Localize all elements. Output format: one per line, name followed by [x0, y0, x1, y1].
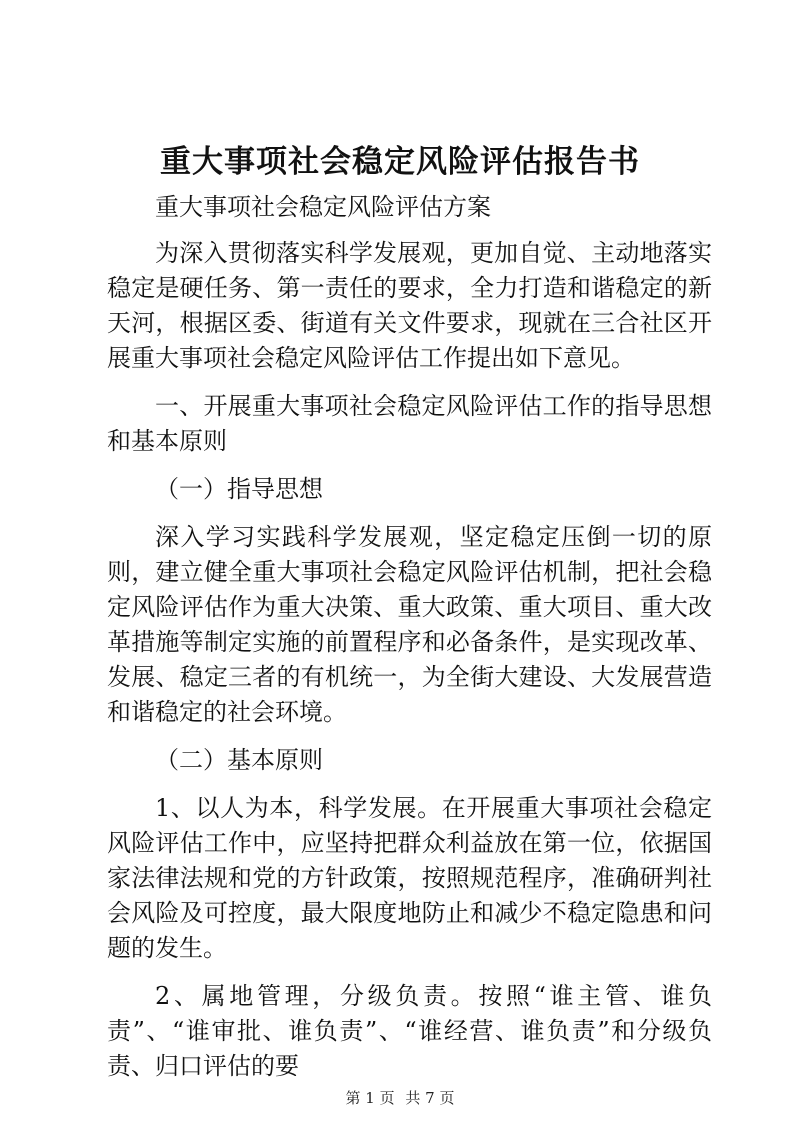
principle-paragraph-2: 2、属地管理，分级负责。按照“谁主管、谁负责”、“谁审批、谁负责”、“谁经营、谁负责”和分级负责、归口评估的要	[107, 982, 712, 1080]
intro-paragraph: 为深入贯彻落实科学发展观，更加自觉、主动地落实稳定是硬任务、第一责任的要求，全力打造和谐稳定的新天河，根据区委、街道有关文件要求，现就在三合社区开展重大事项社会稳定风险评估工作提出如下意见。	[107, 239, 712, 372]
document-body	[107, 190, 712, 1084]
page-total: 共 7 页	[405, 1089, 455, 1107]
subsection-heading-guiding-thought: （一）指导思想	[155, 475, 323, 503]
principle-paragraph-1: 1、以人为本，科学发展。在开展重大事项社会稳定风险评估工作中，应坚持把群众利益放在第一位，依据国家法律法规和党的方针政策，按照规范程序，准确研判社会风险及可控度，最大限度地防止和减少不稳定隐患和问题的发生。	[107, 794, 712, 962]
subsection-heading-basic-principles: （二）基本原则	[155, 746, 323, 774]
section-heading-1: 一、开展重大事项社会稳定风险评估工作的指导思想和基本原则	[107, 392, 712, 455]
subtitle-paragraph: 重大事项社会稳定风险评估方案	[155, 193, 491, 221]
page-footer	[0, 1088, 800, 1108]
document-title: 重大事项社会稳定风险评估报告书	[160, 144, 640, 180]
page-number: 第 1 页	[345, 1089, 395, 1107]
guiding-thought-paragraph: 深入学习实践科学发展观，坚定稳定压倒一切的原则，建立健全重大事项社会稳定风险评估机制，把社会稳定风险评估作为重大决策、重大政策、重大项目、重大改革措施等制定实施的前置程序和必备条件，是实现改革、发展、稳定三者的有机统一，为全街大建设、大发展营造和谐稳定的社会环境。	[107, 523, 712, 726]
